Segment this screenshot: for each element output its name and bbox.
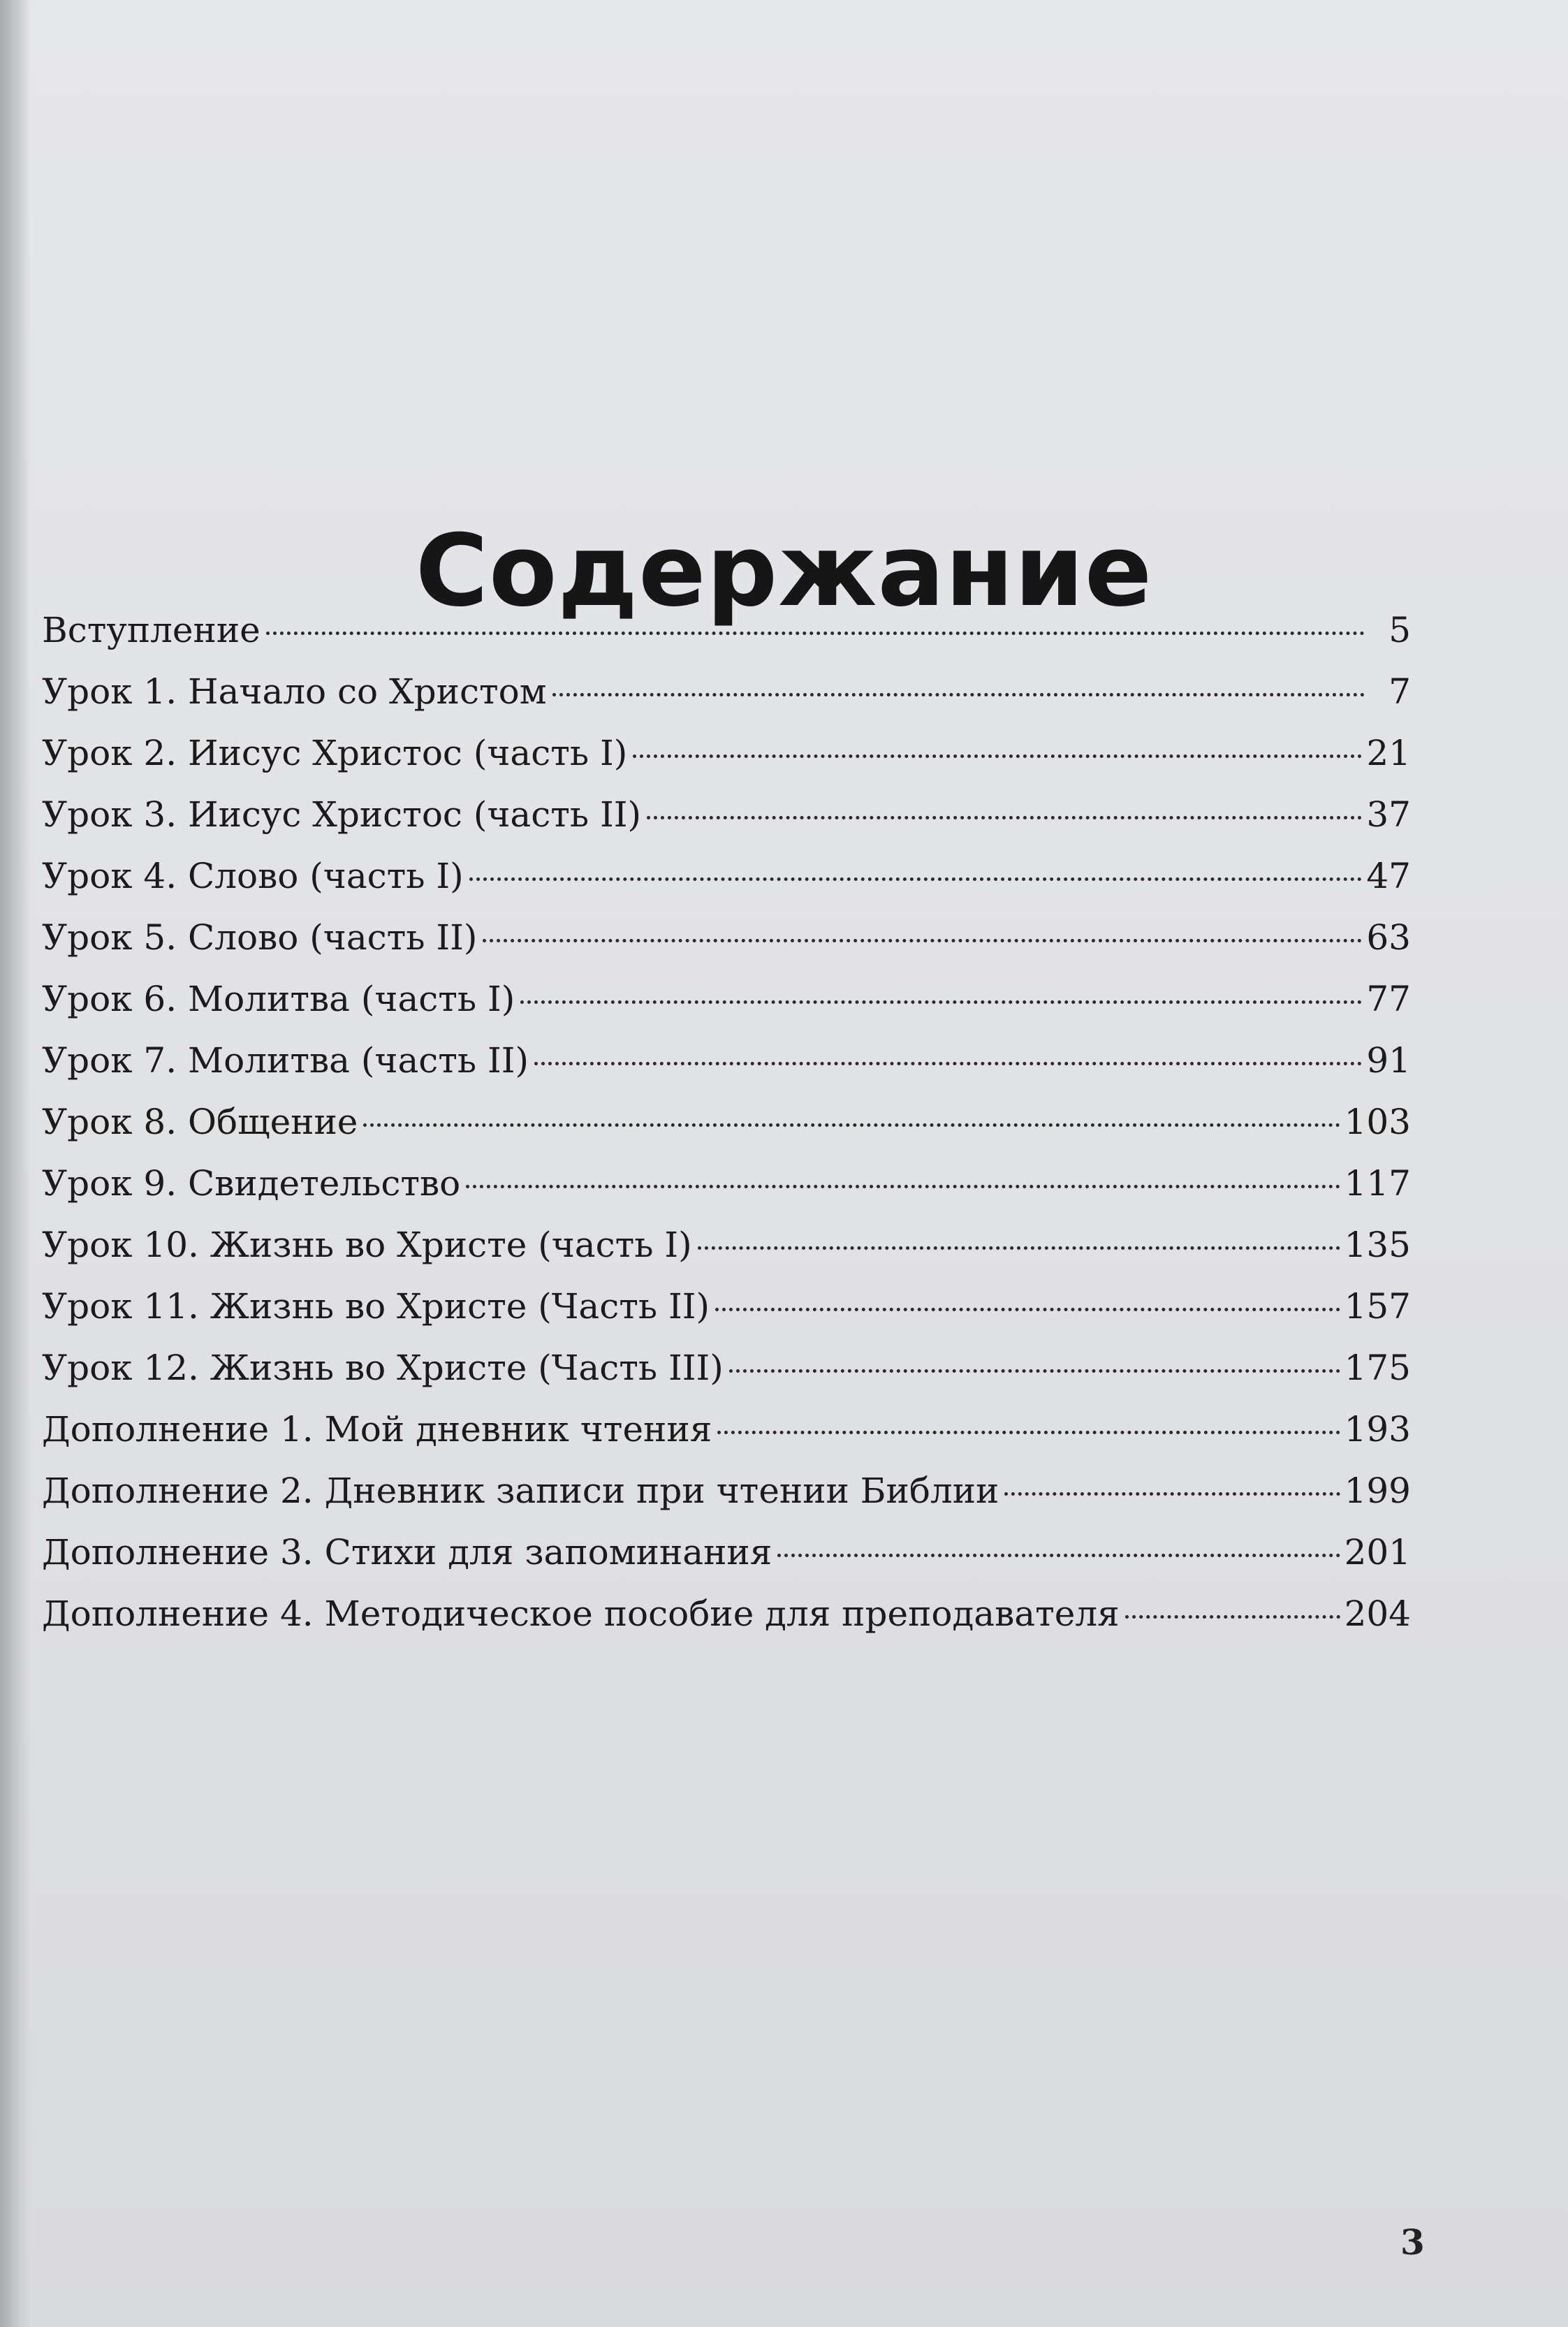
toc-page-number: 91 [1366,1040,1411,1081]
toc-title: Дополнение 4. Методическое пособие для преподавателя [42,1593,1120,1634]
toc-row [42,661,1411,722]
page-edge-shadow [0,0,31,2327]
toc-page-number: 5 [1389,610,1411,650]
toc-dot-leader [729,1369,1340,1373]
toc-dot-leader [698,1246,1340,1250]
toc-title: Дополнение 2. Дневник записи при чтении Библии [42,1471,999,1511]
toc-title: Вступление [42,610,261,650]
toc-row [42,1276,1411,1337]
toc-page-number: 21 [1366,733,1411,773]
toc-page-number: 193 [1344,1409,1411,1450]
page-title: Содержание [415,513,1153,629]
toc-row [42,1522,1411,1583]
toc-title: Урок 9. Свидетельство [42,1163,461,1204]
table-of-contents [42,599,1411,1644]
toc-row [42,907,1411,968]
toc-dot-leader [520,1000,1362,1004]
toc-title: Урок 11. Жизнь во Христе (Часть II) [42,1286,710,1327]
toc-title: Урок 7. Молитва (часть II) [42,1040,529,1081]
toc-row [42,1583,1411,1644]
toc-row [42,968,1411,1030]
toc-page-number: 157 [1344,1286,1411,1327]
toc-page-number: 175 [1344,1348,1411,1388]
toc-title: Урок 3. Иисус Христос (часть II) [42,794,641,835]
toc-row [42,1153,1411,1214]
toc-title: Урок 6. Молитва (часть I) [42,979,515,1019]
toc-dot-leader [466,1185,1340,1188]
toc-page-number: 37 [1366,794,1411,835]
toc-row [42,1091,1411,1153]
toc-page-number: 201 [1344,1532,1411,1573]
toc-title: Урок 8. Общение [42,1102,358,1142]
toc-dot-leader [633,754,1362,758]
toc-dot-leader [469,877,1363,881]
toc-row [42,784,1411,845]
toc-dot-leader [483,939,1362,942]
toc-dot-leader [777,1554,1340,1557]
toc-dot-leader [647,816,1362,819]
toc-page-number: 63 [1366,917,1411,958]
toc-row [42,1214,1411,1276]
toc-title: Дополнение 3. Стихи для запоминания [42,1532,772,1573]
toc-dot-leader [363,1123,1340,1127]
toc-page-number: 103 [1344,1102,1411,1142]
toc-row [42,1030,1411,1091]
toc-dot-leader [266,632,1365,635]
toc-dot-leader [1004,1492,1340,1496]
toc-row [42,1399,1411,1460]
page-number: 3 [1400,2222,1425,2263]
toc-title: Урок 2. Иисус Христос (часть I) [42,733,628,773]
toc-dot-leader [715,1308,1340,1311]
toc-dot-leader [534,1062,1362,1065]
toc-title: Урок 10. Жизнь во Христе (часть I) [42,1225,692,1265]
toc-row [42,599,1411,661]
toc-row [42,1460,1411,1522]
toc-page-number: 77 [1366,979,1411,1019]
toc-dot-leader [552,693,1365,696]
toc-title: Урок 5. Слово (часть II) [42,917,478,958]
toc-dot-leader [717,1431,1340,1434]
toc-page-number: 204 [1344,1593,1411,1634]
toc-row [42,722,1411,784]
toc-row [42,1337,1411,1399]
toc-title: Дополнение 1. Мой дневник чтения [42,1409,712,1450]
toc-page-number: 7 [1389,671,1411,712]
toc-dot-leader [1125,1615,1340,1619]
toc-title: Урок 4. Слово (часть I) [42,856,464,896]
toc-page-number: 117 [1344,1163,1411,1204]
toc-page-number: 199 [1344,1471,1411,1511]
toc-title: Урок 1. Начало со Христом [42,671,547,712]
toc-row [42,845,1411,907]
toc-title: Урок 12. Жизнь во Христе (Часть III) [42,1348,724,1388]
toc-page-number: 47 [1366,856,1411,896]
toc-page-number: 135 [1344,1225,1411,1265]
